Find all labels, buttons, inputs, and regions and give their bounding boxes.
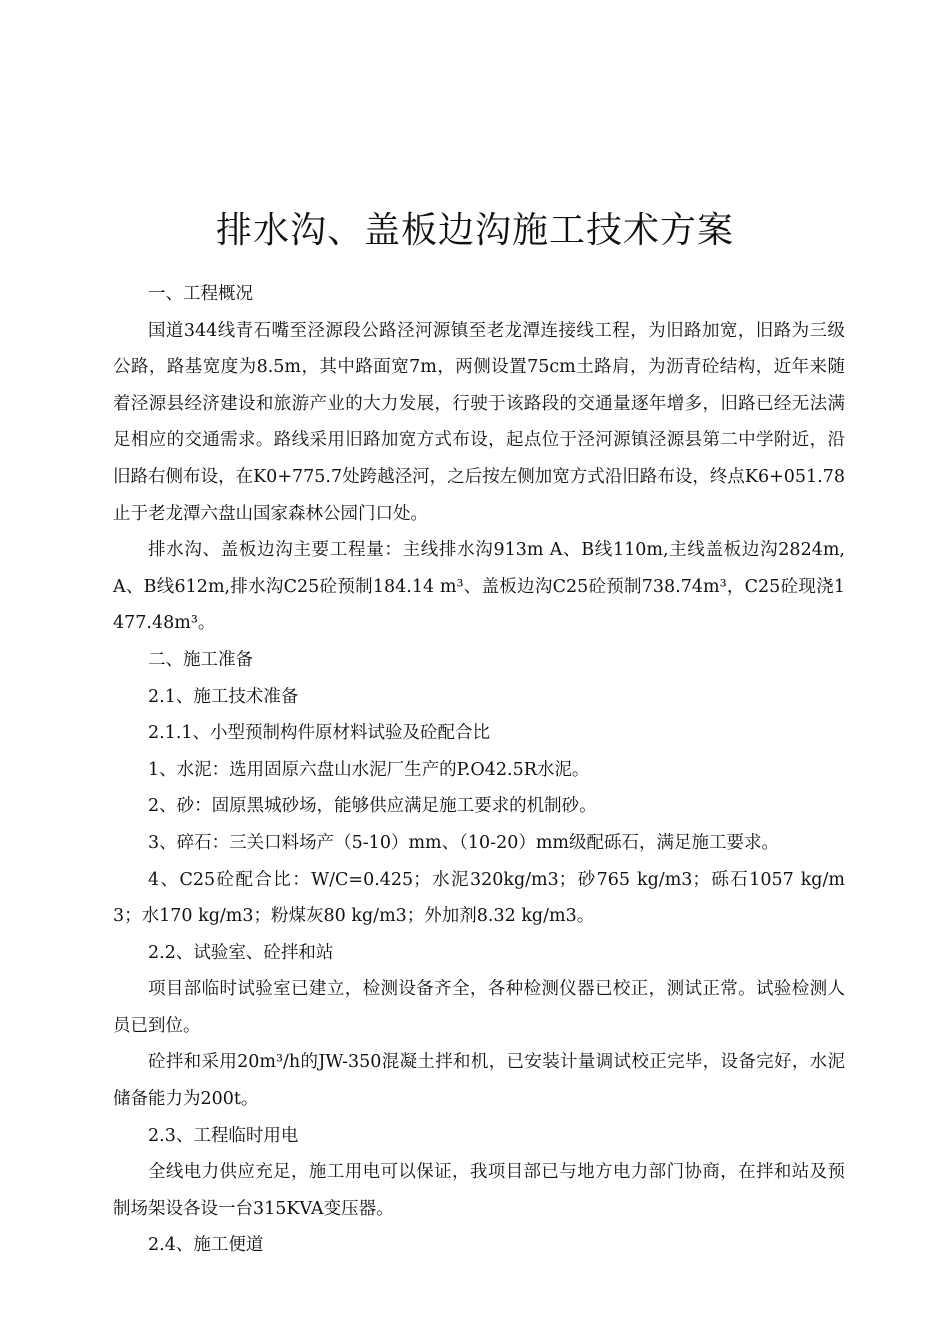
paragraph-mixing-station: 砼拌和采用20m³/h的JW-350混凝土拌和机，已安装计量调试校正完毕，设备完好，水泥储备能力为200t。 [113,1052,845,1110]
subsection-heading-power: 2.3、工程临时用电 [148,1125,299,1146]
list-item-sand: 2、砂：固原黑城砂场，能够供应满足施工要求的机制砂。 [148,796,597,817]
paragraph-lab: 项目部临时试验室已建立，检测设备齐全，各种检测仪器已校正，测试正常。试验检测人员已到位。 [113,979,845,1036]
paragraph-power: 全线电力供应充足，施工用电可以保证，我项目部已与地方电力部门协商，在拌和站及预制场架设各设一台315KVA变压器。 [113,1162,845,1219]
subsection-heading-materials: 2.1.1、小型预制构件原材料试验及砼配合比 [148,723,491,744]
section-heading-overview: 一、工程概况 [148,284,253,304]
list-item-mix-ratio: 4、C25砼配合比：W/C=0.425；水泥320kg/m3；砂765 kg/m3；砾石1057 kg/m3；水170 kg/m3；粉煤灰80 kg/m3；外加剂8.32 kg/m3。 [113,869,845,927]
document-title: 排水沟、盖板边沟施工技术方案 [215,210,734,251]
subsection-heading-lab-mixing: 2.2、试验室、砼拌和站 [148,942,334,963]
list-item-gravel: 3、碎石：三关口料场产（5-10）mm、（10-20）mm级配砾石，满足施工要求。 [148,832,780,853]
section-heading-preparation: 二、施工准备 [148,649,253,670]
list-item-cement: 1、水泥：选用固原六盘山水泥厂生产的P.O42.5R水泥。 [148,759,590,780]
subsection-heading-technical-prep: 2.1、施工技术准备 [148,686,299,707]
paragraph-quantities: 排水沟、盖板边沟主要工程量：主线排水沟913m A、B线110m,主线盖板边沟2824m, A、B线612m,排水沟C25砼预制184.14 m³、盖板边沟C25砼预制738.74m³，C25砼现浇1477.48m³。 [113,540,845,634]
subsection-heading-access-road: 2.4、施工便道 [148,1235,264,1256]
document-body [113,276,845,1264]
paragraph-overview: 国道344线青石嘴至泾源段公路泾河源镇至老龙潭连接线工程，为旧路加宽，旧路为三级公路，路基宽度为8.5m，其中路面宽7m，两侧设置75cm土路肩，为沥青砼结构，近年来随着泾源县经济建设和旅游产业的大力发展，行驶于该路段的交通量逐年增多，旧路已经无法满足相应的交通需求。路线采用旧路加宽方式布设，起点位于泾河源镇泾源县第二中学附近，沿旧路右侧布设，在K0+775.7处跨越泾河，之后按左侧加宽方式沿旧路布设，终点K6+051.78止于老龙潭六盘山国家森林公园门口处。 [113,320,845,524]
